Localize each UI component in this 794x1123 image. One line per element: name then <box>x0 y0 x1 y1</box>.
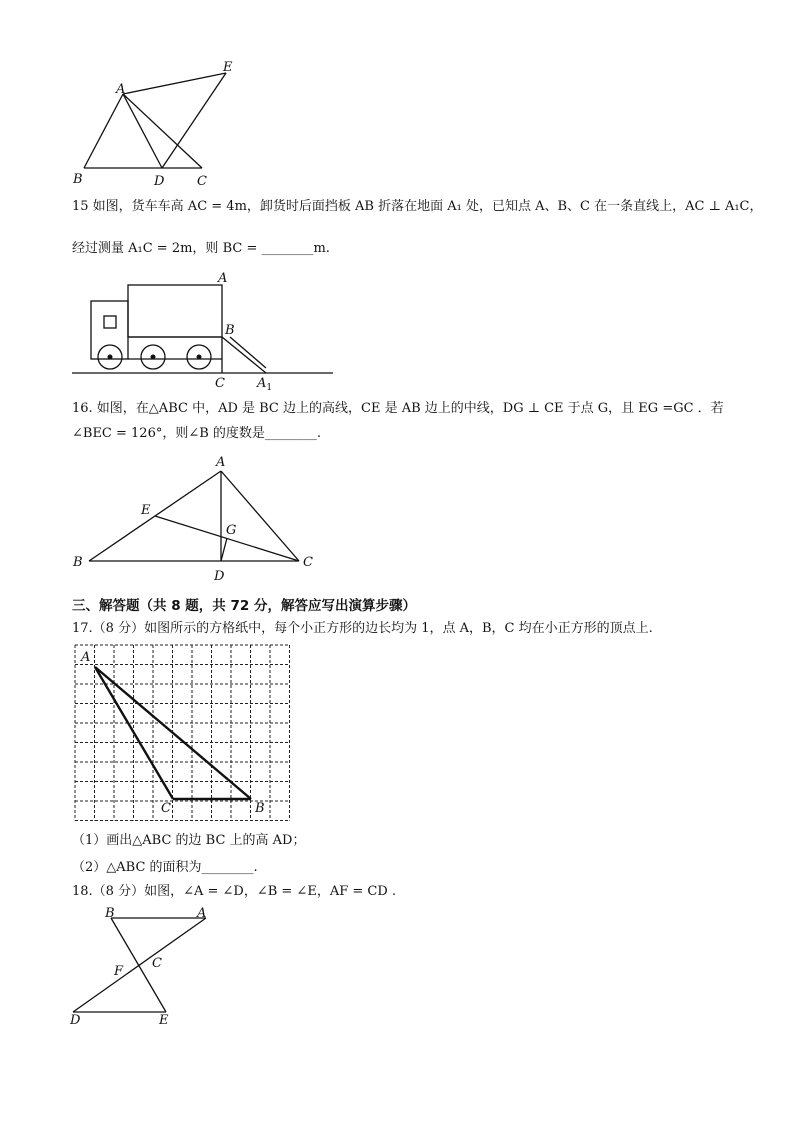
label-e: E <box>141 503 151 518</box>
label-d: D <box>70 1013 81 1028</box>
figure-top <box>0 0 794 200</box>
figure-truck <box>0 265 794 395</box>
q16-line1: 16. 如图，在△ABC 中，AD 是 BC 边上的高线，CE 是 AB 边上的中线，DG ⊥ CE 于点 G，且 EG =GC ．若 <box>72 401 724 416</box>
label-b: B <box>225 323 235 338</box>
segment-ae <box>123 73 226 94</box>
label-e: E <box>159 1013 169 1028</box>
figure-q17-grid <box>0 640 794 825</box>
label-c: C <box>161 801 171 816</box>
label-c: C <box>197 174 207 189</box>
label-a: A <box>218 271 228 286</box>
label-a1: $A_1$ <box>257 376 273 393</box>
segment-ad <box>123 94 162 168</box>
q17-line1: 17.（8 分）如图所示的方格纸中，每个小正方形的边长均为 1，点 A，B，C 均在小正方形的顶点上. <box>72 621 653 636</box>
label-a: A <box>197 906 207 921</box>
label-e: E <box>223 60 233 75</box>
q15-line2: 经过测量 A₁C = 2m，则 BC = ________m. <box>72 241 330 256</box>
label-f: F <box>114 964 124 979</box>
label-b: B <box>73 172 83 187</box>
label-b: B <box>73 555 83 570</box>
segment-ac <box>221 471 299 561</box>
label-g: G <box>226 523 237 538</box>
label-d: D <box>214 569 225 584</box>
grid-lines <box>75 645 290 821</box>
figure-q16 <box>0 445 794 585</box>
segment-dg <box>221 538 227 561</box>
truck-window <box>104 316 116 328</box>
label-b: B <box>105 906 115 921</box>
segment-ab <box>84 94 123 168</box>
q15-line1: 15 如图，货车车高 AC = 4m，卸货时后面挡板 AB 折落在地面 A₁ 处，已知点 A、B、C 在一条直线上，AC ⊥ A₁C， <box>72 199 763 214</box>
label-a: A <box>81 650 91 665</box>
label-a: A <box>116 82 126 97</box>
label-a: A <box>216 455 226 470</box>
q17-part2: （2）△ABC 的面积为________. <box>72 860 258 875</box>
label-b: B <box>255 801 265 816</box>
segment-ed <box>162 73 226 168</box>
truck-cab <box>91 301 128 359</box>
segment-ac <box>123 94 202 168</box>
truck-cargo-box <box>128 285 222 337</box>
label-d: D <box>154 174 165 189</box>
figure-q18 <box>0 900 794 1030</box>
label-c: C <box>215 376 225 391</box>
label-c: C <box>152 956 162 971</box>
label-c: C <box>303 555 313 570</box>
q17-part1: （1）画出△ABC 的边 BC 上的高 AD； <box>72 833 306 848</box>
segment-ba1-inner <box>230 337 266 368</box>
q18-line1: 18.（8 分）如图，∠A = ∠D，∠B = ∠E，AF = CD . <box>72 884 397 899</box>
section-3-heading: 三、解答题（共 8 题，共 72 分，解答应写出演算步骤） <box>72 598 416 614</box>
q16-line2: ∠BEC = 126°，则∠B 的度数是________. <box>72 426 322 441</box>
segment-ad <box>73 918 206 1012</box>
segment-ba1 <box>222 337 266 373</box>
